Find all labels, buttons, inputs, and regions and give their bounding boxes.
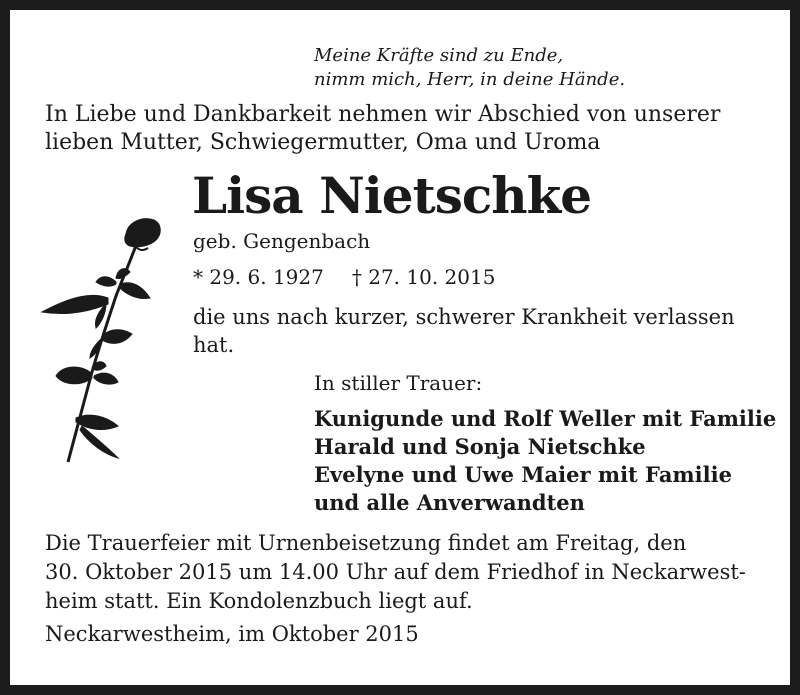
description-line-2: hat. <box>193 333 235 357</box>
mourners-list <box>314 405 776 517</box>
death-date: † 27. 10. 2015 <box>351 265 496 289</box>
service-line-1: Die Trauerfeier mit Urnenbeisetzung findet am Freitag, den <box>45 531 687 555</box>
service-line-2: 30. Oktober 2015 um 14.00 Uhr auf dem Friedhof in Neckarwest- <box>45 560 746 584</box>
service-line-3: heim statt. Ein Kondolenzbuch liegt auf. <box>45 589 473 613</box>
mourner-3: Evelyne und Uwe Maier mit Familie <box>314 462 732 487</box>
mourner-2: Harald und Sonja Nietschke <box>314 434 646 459</box>
service-info <box>45 529 746 616</box>
mourner-1: Kunigunde und Rolf Weller mit Familie <box>314 406 777 431</box>
birth-name: geb. Gengenbach <box>193 229 371 253</box>
deceased-name: Lisa Nietschke <box>192 166 592 225</box>
motto-line-2: nimm mich, Herr, in deine Hände. <box>314 69 626 90</box>
rose-icon <box>38 212 168 470</box>
intro-line-1: In Liebe und Dankbarkeit nehmen wir Abschied von unserer <box>45 102 721 127</box>
intro-text <box>45 101 720 157</box>
mourner-4: und alle Anverwandten <box>314 490 585 515</box>
description-text <box>193 303 735 359</box>
motto-line-1: Meine Kräfte sind zu Ende, <box>314 45 564 66</box>
intro-line-2: lieben Mutter, Schwiegermutter, Oma und Uroma <box>45 130 601 155</box>
motto-verse <box>314 44 625 92</box>
description-line-1: die uns nach kurzer, schwerer Krankheit verlassen <box>193 305 735 329</box>
place-date: Neckarwestheim, im Oktober 2015 <box>45 622 419 646</box>
life-dates <box>193 265 495 289</box>
mourning-heading: In stiller Trauer: <box>314 371 483 395</box>
birth-date: * 29. 6. 1927 <box>193 265 324 289</box>
